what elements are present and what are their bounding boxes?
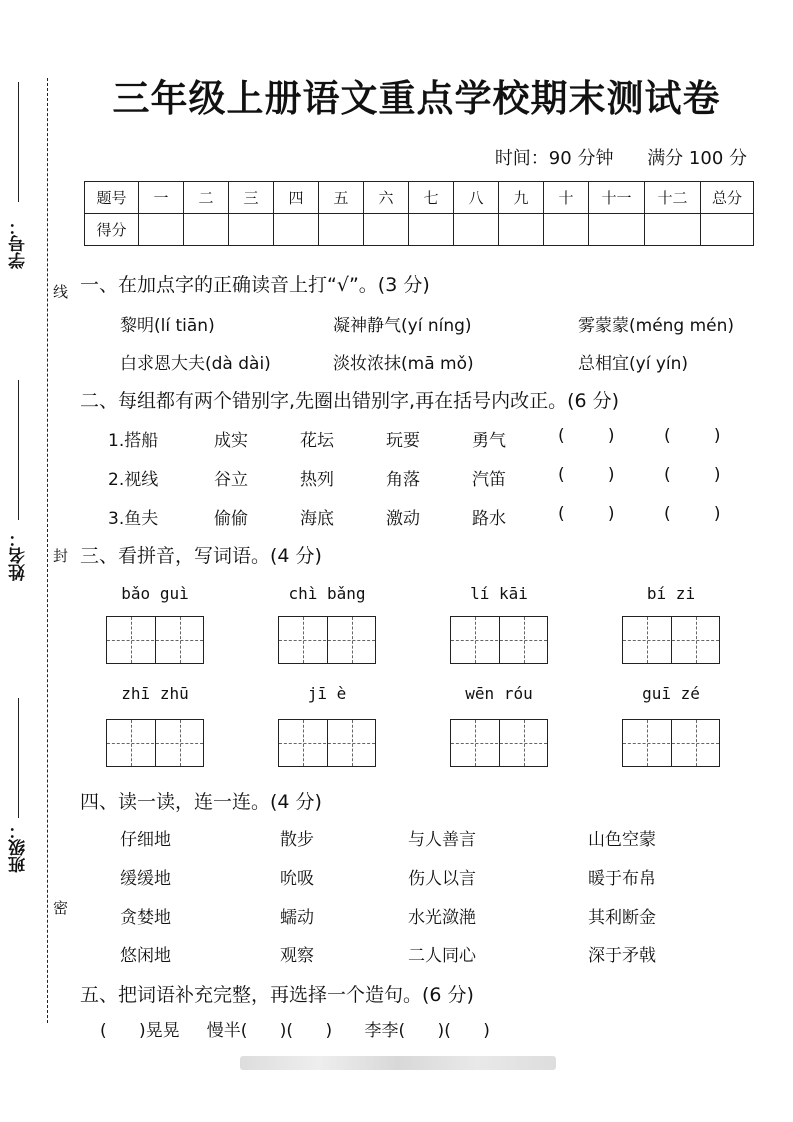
match-item[interactable]: 悠闲地	[120, 946, 171, 966]
s2-answer-paren[interactable]: ( )	[558, 426, 615, 446]
exam-meta	[467, 144, 747, 170]
writing-grid[interactable]	[622, 719, 720, 767]
s2-word: 汽笛	[472, 470, 506, 490]
match-item[interactable]: 二人同心	[408, 946, 476, 966]
s1-item: 淡妆浓抹(mā mǒ)	[333, 354, 474, 374]
section-1-heading: 一、在加点字的正确读音上打“√”。(3 分)	[80, 274, 430, 296]
s2-word: 3.鱼夫	[108, 509, 159, 529]
pinyin-label: zhī zhū	[121, 684, 189, 703]
s2-word: 角落	[386, 470, 420, 490]
s2-answer-paren[interactable]: ( )	[664, 504, 721, 524]
match-item[interactable]: 缓缓地	[120, 869, 171, 889]
score-cell[interactable]	[184, 214, 229, 246]
s2-word: 1.搭船	[108, 431, 159, 451]
s1-item: 总相宜(yí yín)	[578, 354, 689, 374]
s2-word: 成实	[214, 431, 248, 451]
score-header-cell: 七	[409, 182, 454, 214]
section-4-heading: 四、读一读，连一连。(4 分)	[80, 791, 322, 813]
match-item[interactable]: 仔细地	[120, 830, 171, 850]
page-title: 三年级上册语文重点学校期末测试卷	[112, 77, 721, 120]
seal-line-char: 线	[51, 284, 69, 299]
s2-word: 偷偷	[214, 509, 248, 529]
score-table	[84, 181, 754, 246]
match-item[interactable]: 深于矛戟	[588, 946, 656, 966]
score-cell[interactable]	[589, 214, 645, 246]
writing-grid[interactable]	[278, 616, 376, 664]
watermark-bar	[240, 1056, 556, 1070]
score-cell[interactable]	[274, 214, 319, 246]
match-item[interactable]: 水光潋滟	[408, 908, 476, 928]
score-cell[interactable]	[139, 214, 184, 246]
match-item[interactable]: 与人善言	[408, 830, 476, 850]
score-header-cell: 十二	[645, 182, 701, 214]
score-table-header-row	[85, 182, 754, 214]
writing-grid[interactable]	[106, 616, 204, 664]
score-header-cell: 题号	[85, 182, 139, 214]
s2-answer-paren[interactable]: ( )	[664, 426, 721, 446]
name-label: 姓名：	[9, 530, 29, 581]
score-cell[interactable]	[499, 214, 544, 246]
score-cell[interactable]	[319, 214, 364, 246]
pinyin-label: chì bǎng	[288, 584, 366, 603]
match-item[interactable]: 伤人以言	[408, 869, 476, 889]
class-line	[18, 698, 19, 818]
pinyin-label: bǎo guì	[121, 584, 189, 603]
score-cell[interactable]	[701, 214, 754, 246]
writing-grid[interactable]	[106, 719, 204, 767]
match-item[interactable]: 观察	[280, 946, 314, 966]
s2-word: 花坛	[300, 431, 334, 451]
score-header-cell: 三	[229, 182, 274, 214]
s2-word: 2.视线	[108, 470, 159, 490]
time-limit: 时间：90 分钟	[494, 148, 614, 169]
score-header-cell: 五	[319, 182, 364, 214]
pinyin-label: lí kāi	[470, 584, 528, 603]
match-item[interactable]: 其利断金	[588, 908, 656, 928]
section-5-heading: 五、把词语补充完整，再选择一个造句。(6 分)	[80, 984, 474, 1006]
writing-grid[interactable]	[450, 719, 548, 767]
score-header-cell: 四	[274, 182, 319, 214]
match-item[interactable]: 吮吸	[280, 869, 314, 889]
score-cell[interactable]	[544, 214, 589, 246]
s2-word: 谷立	[214, 470, 248, 490]
match-item[interactable]: 暖于布帛	[588, 869, 656, 889]
score-header-cell: 六	[364, 182, 409, 214]
name-line	[18, 380, 19, 520]
section-2-heading: 二、每组都有两个错别字,先圈出错别字,再在括号内改正。(6 分)	[80, 390, 620, 412]
score-header-cell: 八	[454, 182, 499, 214]
s1-item: 雾蒙蒙(méng mén)	[578, 316, 735, 336]
pinyin-label: guī zé	[642, 684, 700, 703]
score-cell[interactable]	[364, 214, 409, 246]
section-5-partial-text: ( )晃晃 慢半( )( ) 李李( )( )	[100, 1021, 490, 1041]
full-score: 满分 100 分	[647, 148, 747, 169]
match-item[interactable]: 山色空蒙	[588, 830, 656, 850]
s2-answer-paren[interactable]: ( )	[664, 465, 721, 485]
match-item[interactable]: 蠕动	[280, 908, 314, 928]
score-cell[interactable]	[645, 214, 701, 246]
writing-grid[interactable]	[622, 616, 720, 664]
pinyin-label: bí zi	[646, 584, 696, 603]
score-header-cell: 十一	[589, 182, 645, 214]
score-cell[interactable]	[229, 214, 274, 246]
s1-item: 黎明(lí tiān)	[120, 316, 215, 336]
s2-word: 路水	[472, 509, 506, 529]
score-cell[interactable]	[454, 214, 499, 246]
score-header-cell: 二	[184, 182, 229, 214]
score-header-cell: 九	[499, 182, 544, 214]
s2-word: 玩要	[386, 431, 420, 451]
writing-grid[interactable]	[278, 719, 376, 767]
binding-dashed-line	[47, 78, 48, 1023]
score-header-cell: 总分	[701, 182, 754, 214]
score-header-cell: 一	[139, 182, 184, 214]
seal-secret-char: 密	[51, 900, 69, 915]
writing-grid[interactable]	[450, 616, 548, 664]
score-header-cell: 十	[544, 182, 589, 214]
match-item[interactable]: 贪婪地	[120, 908, 171, 928]
seal-seal-char: 封	[51, 548, 69, 563]
s1-item: 凝神静气(yí níng)	[333, 316, 472, 336]
s2-answer-paren[interactable]: ( )	[558, 465, 615, 485]
score-cell[interactable]	[409, 214, 454, 246]
match-item[interactable]: 散步	[280, 830, 314, 850]
s2-word: 热列	[300, 470, 334, 490]
pinyin-label: wēn róu	[465, 684, 533, 703]
score-table-score-row	[85, 214, 754, 246]
s2-word: 激动	[386, 509, 420, 529]
s2-word: 海底	[300, 509, 334, 529]
class-label: 班级：	[9, 822, 29, 873]
s2-answer-paren[interactable]: ( )	[558, 504, 615, 524]
pinyin-label: jī è	[307, 684, 347, 703]
section-5-cut-line	[100, 1016, 720, 1041]
s1-item: 白求恩大夫(dà dài)	[120, 354, 271, 374]
student-id-label: 学号：	[9, 218, 29, 269]
s2-word: 勇气	[472, 431, 506, 451]
score-row-label: 得分	[85, 214, 139, 246]
section-3-heading: 三、看拼音，写词语。(4 分)	[80, 545, 322, 567]
